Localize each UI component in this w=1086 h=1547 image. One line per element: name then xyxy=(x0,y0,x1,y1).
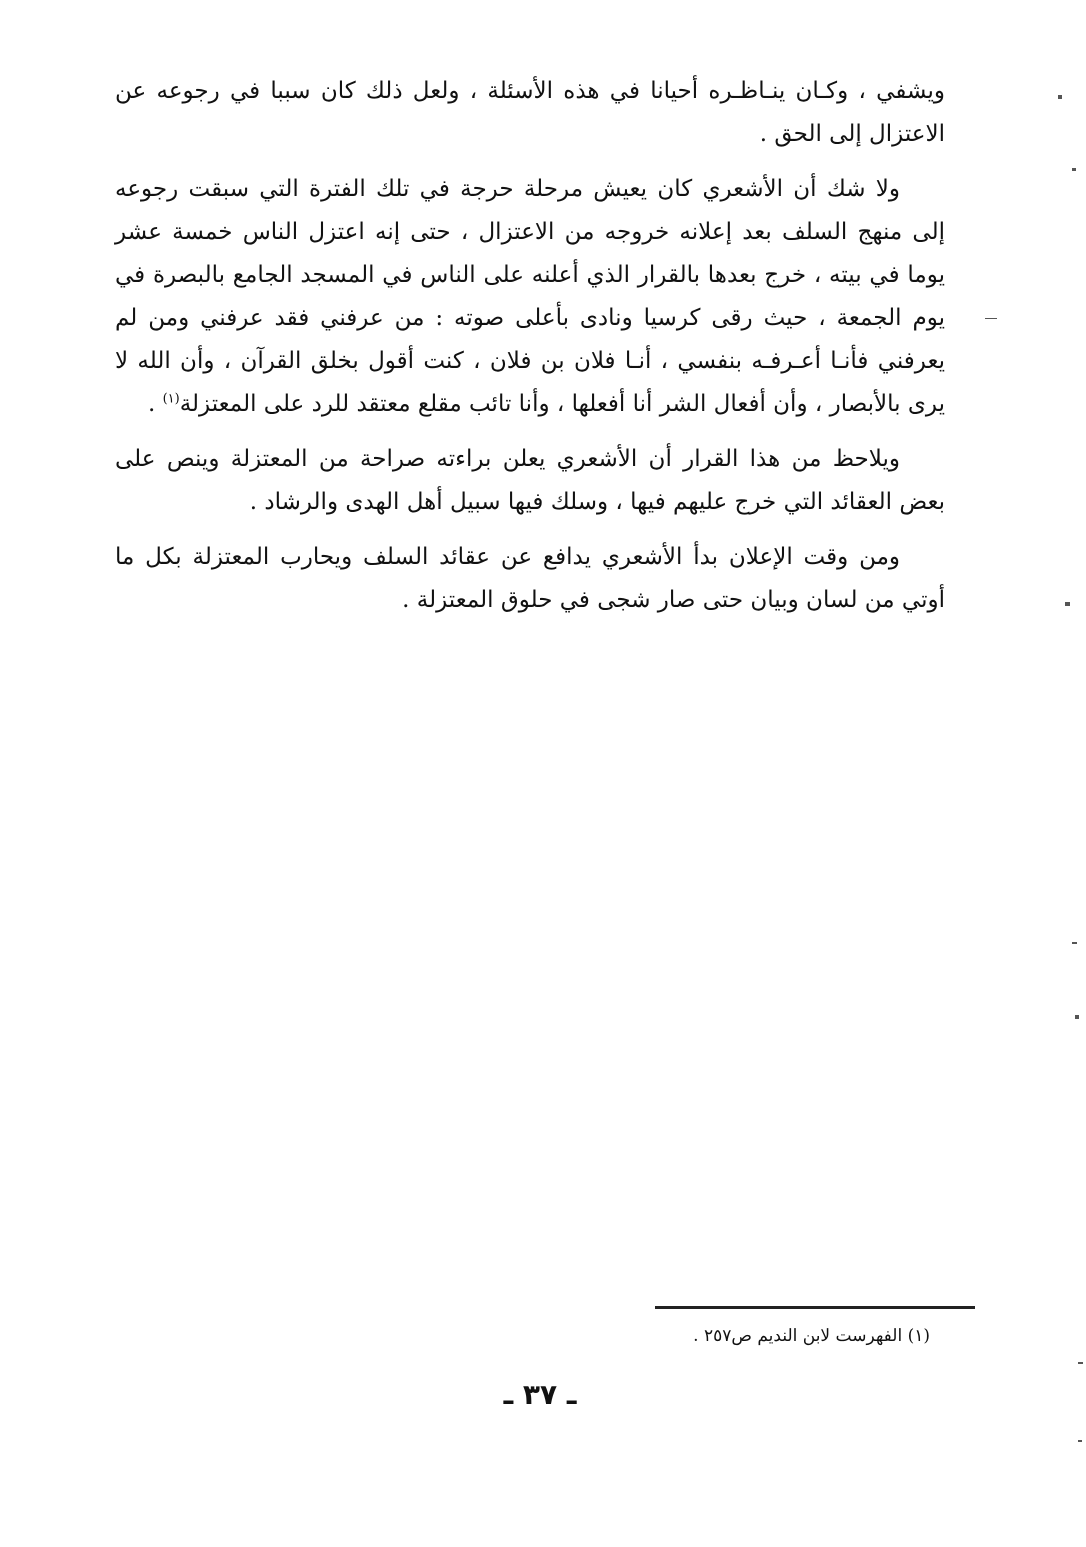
footnote-reference: (١) xyxy=(162,391,180,407)
paragraph-4: ومن وقت الإعلان بدأ الأشعري يدافع عن عقائد السلف ويحارب المعتزلة بكل ما أوتي من لسان وبيان حتى صار شجى في حلوق المعتزلة . xyxy=(115,544,945,613)
paragraph-2-end: . xyxy=(147,391,163,417)
scan-mark xyxy=(1075,1015,1079,1019)
scan-mark xyxy=(1065,602,1070,606)
scan-mark xyxy=(1078,1440,1082,1442)
paragraph-1: ويشفي ، وكـان ينـاظـره أحيانا في هذه الأسئلة ، ولعل ذلك كان سببا في رجوعه عن الاعتزال إلى الحق . xyxy=(115,78,945,147)
scan-mark xyxy=(1072,168,1076,171)
scan-mark xyxy=(1072,942,1077,944)
footnote-divider xyxy=(655,1306,975,1309)
body-text xyxy=(115,70,945,634)
footnote: (١) الفهرست لابن النديم ص٢٥٧ . xyxy=(693,1326,930,1346)
paragraph-2-text: ولا شك أن الأشعري كان يعيش مرحلة حرجة في تلك الفترة التي سبقت رجوعه إلى منهج السلف بعد إعلانه خروجه من الاعتزال ، حتى إنه اعتزل الناس خمسة عشر يوما في بيته ، خرج بعدها بالقرار الذي أعلنه على الناس في المسجد الجامع بالبصرة في يوم الجمعة ، حيث رقى كرسيا ونادى بأعلى صوته : من عرفني فقد عرفني ومن لم يعرفني فأنـا أعـرفـه بنفسي ، أنـا فلان بن فلان ، كنت أقول بخلق القرآن ، وأن الله لا يرى بالأبصار ، وأن أفعال الشر أنا أفعلها ، وأنا تائب مقلع معتقد للرد على المعتزلة xyxy=(115,176,945,417)
scan-mark xyxy=(1058,95,1062,99)
paragraph-2 xyxy=(115,168,945,426)
scan-mark xyxy=(985,318,997,319)
scan-mark xyxy=(1078,1362,1083,1364)
page-number: ـ ٣٧ ـ xyxy=(503,1378,577,1411)
paragraph-3: ويلاحظ من هذا القرار أن الأشعري يعلن براءته صراحة من المعتزلة وينص على بعض العقائد التي خرج عليهم فيها ، وسلك فيها سبيل أهل الهدى والرشاد . xyxy=(115,446,945,515)
